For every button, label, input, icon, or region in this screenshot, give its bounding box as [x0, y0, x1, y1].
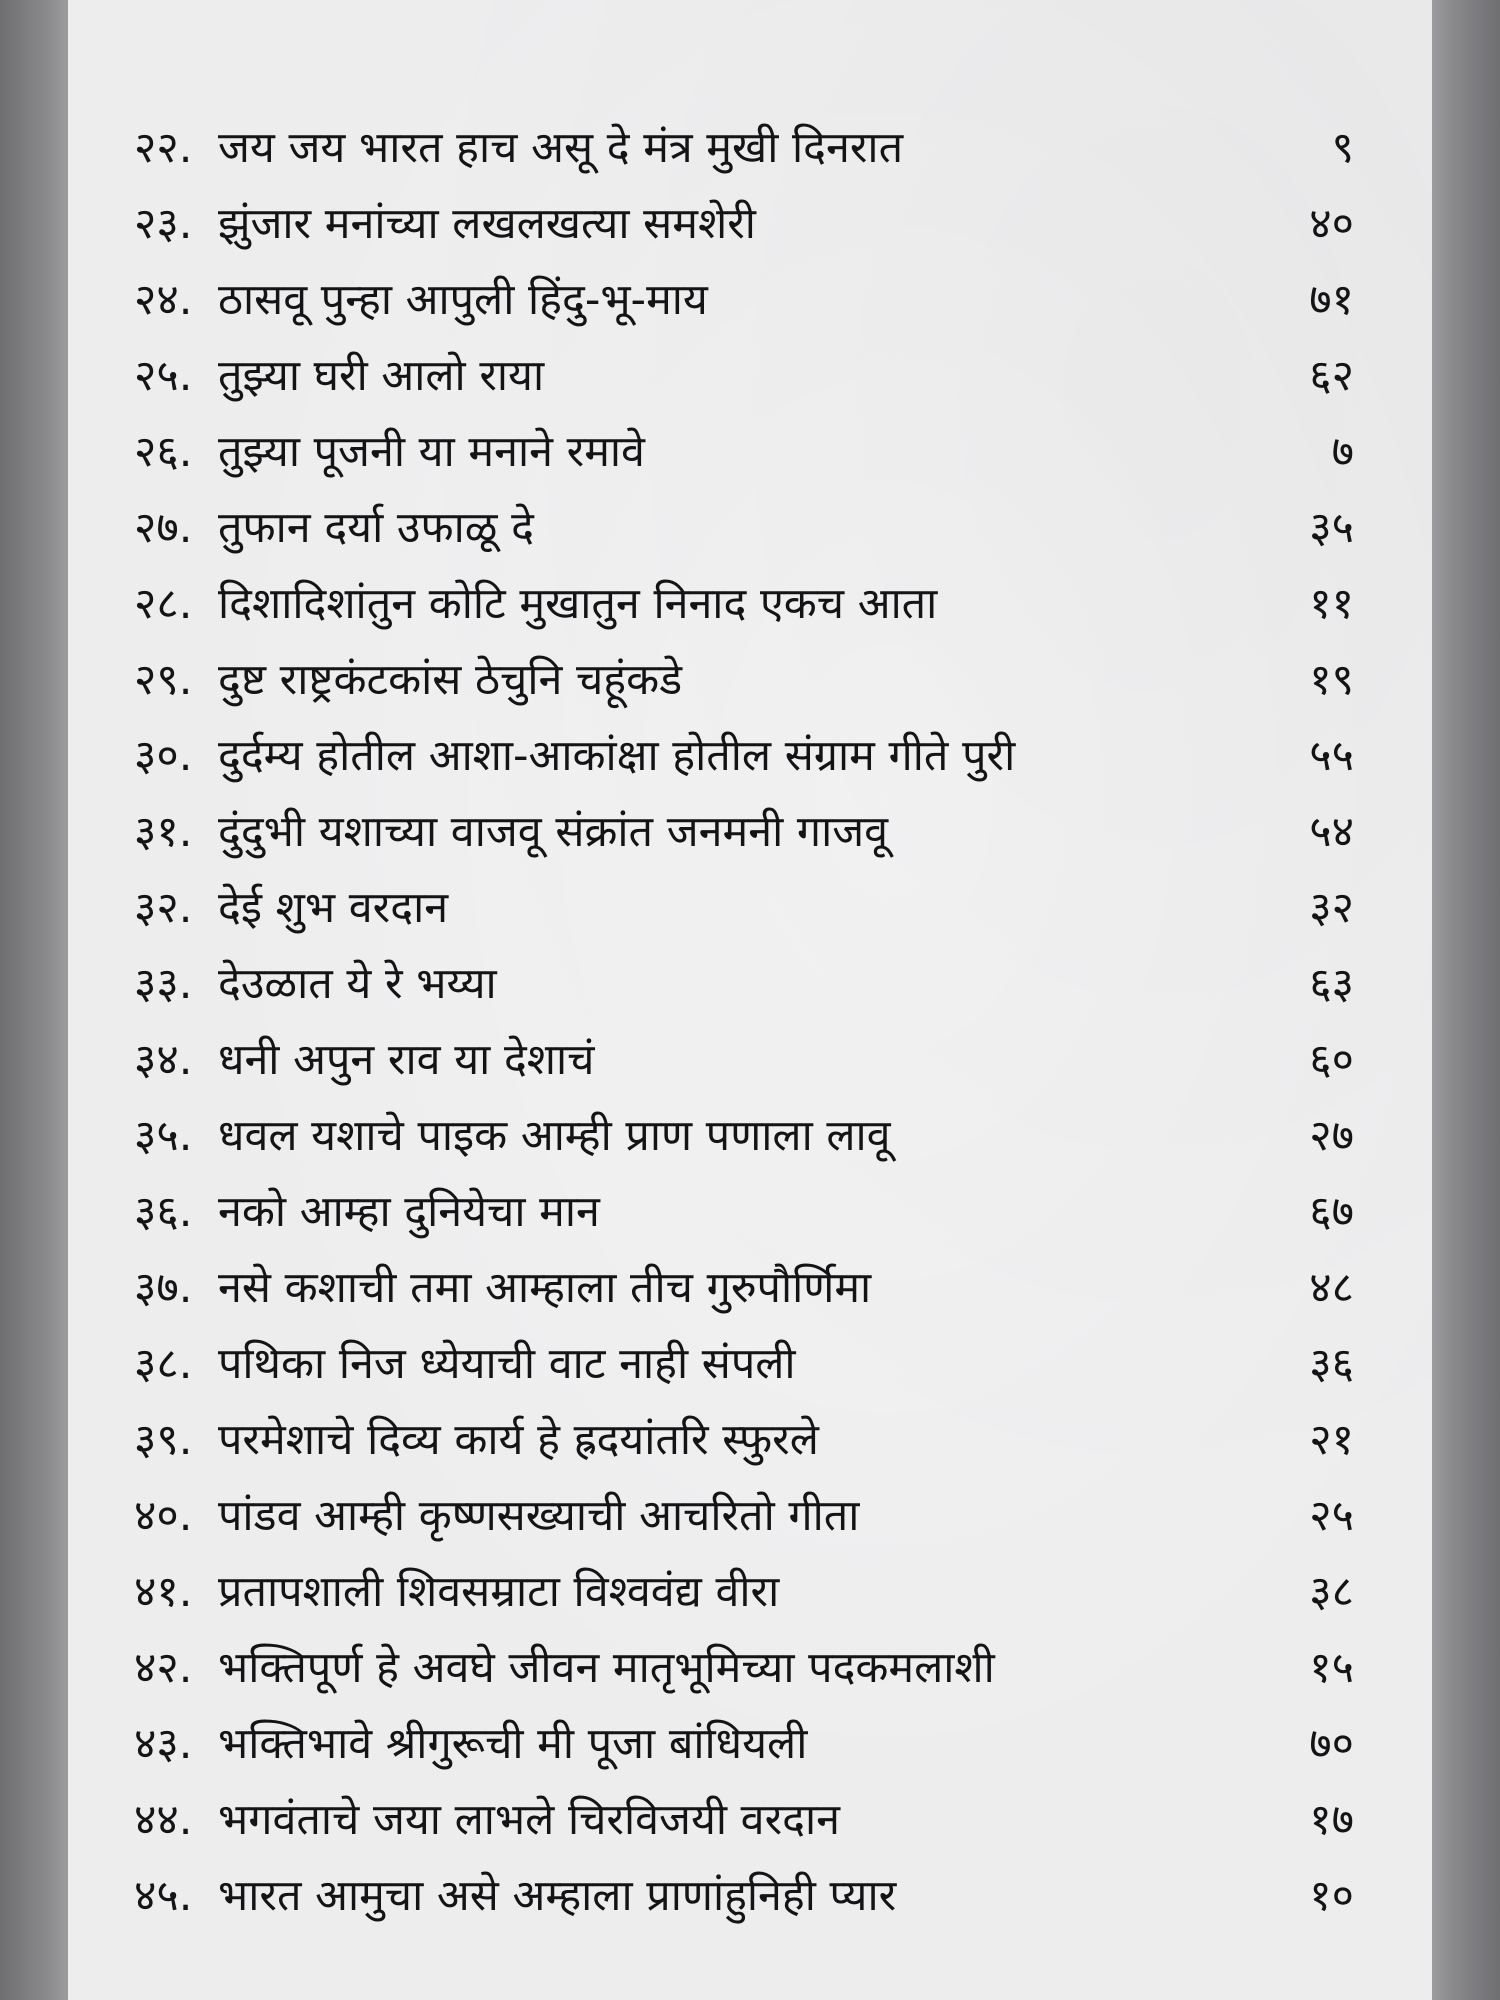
entry-page-number: ३२ — [1309, 883, 1354, 933]
entry-number: २३. — [134, 199, 193, 249]
toc-row — [68, 720, 1432, 796]
entry-page-number: १९ — [1309, 655, 1354, 705]
toc-row — [68, 1784, 1432, 1860]
entry-title: पांडव आम्ही कृष्णसख्याची आचरितो गीता — [218, 1491, 860, 1541]
entry-page-number: ३५ — [1309, 503, 1354, 553]
toc-row — [68, 1480, 1432, 1556]
entry-page-number: ९ — [1331, 123, 1354, 173]
scan-right-margin — [1432, 0, 1500, 2000]
book-page — [68, 0, 1432, 2000]
entry-number: ४४. — [134, 1795, 193, 1845]
entry-page-number: ६० — [1309, 1035, 1354, 1085]
entry-number: २९. — [134, 655, 193, 705]
entry-number: ४१. — [134, 1567, 193, 1617]
entry-number: ४०. — [134, 1491, 193, 1541]
entry-number: २५. — [134, 351, 193, 401]
entry-number: २४. — [134, 275, 193, 325]
entry-page-number: ७ — [1331, 427, 1354, 477]
toc-row — [68, 1024, 1432, 1100]
entry-title: झुंजार मनांच्या लखलखत्या समशेरी — [218, 199, 756, 249]
toc-row — [68, 340, 1432, 416]
entry-title: भक्तिभावे श्रीगुरूची मी पूजा बांधियली — [218, 1719, 808, 1769]
toc-row — [68, 1100, 1432, 1176]
toc-row — [68, 568, 1432, 644]
entry-number: ३८. — [134, 1339, 193, 1389]
toc-row — [68, 1556, 1432, 1632]
entry-title: पथिका निज ध्येयाची वाट नाही संपली — [218, 1339, 796, 1389]
entry-number: २६. — [134, 427, 193, 477]
toc-row — [68, 948, 1432, 1024]
entry-title: दुष्ट राष्ट्रकंटकांस ठेचुनि चहूंकडे — [218, 655, 683, 705]
entry-page-number: ५५ — [1309, 731, 1354, 781]
toc-row — [68, 416, 1432, 492]
entry-title: नसे कशाची तमा आम्हाला तीच गुरुपौर्णिमा — [218, 1263, 872, 1313]
entry-number: २७. — [134, 503, 193, 553]
entry-title: दिशादिशांतुन कोटि मुखातुन निनाद एकच आता — [218, 579, 938, 629]
entry-page-number: १५ — [1309, 1643, 1354, 1693]
entry-page-number: ११ — [1309, 579, 1354, 629]
toc-row — [68, 264, 1432, 340]
toc-row — [68, 1176, 1432, 1252]
entry-title: दुंदुभी यशाच्या वाजवू संक्रांत जनमनी गाजवू — [218, 807, 889, 857]
toc-row — [68, 112, 1432, 188]
toc-row — [68, 796, 1432, 872]
entry-title: तुफान दर्या उफाळू दे — [218, 503, 534, 553]
entry-number: ३४. — [134, 1035, 193, 1085]
entry-title: परमेशाचे दिव्य कार्य हे ह्रदयांतरि स्फुरले — [218, 1415, 819, 1465]
entry-title: धवल यशाचे पाइक आम्ही प्राण पणाला लावू — [218, 1111, 891, 1161]
entry-number: ३१. — [134, 807, 193, 857]
entry-page-number: ६३ — [1309, 959, 1354, 1009]
toc-row — [68, 1328, 1432, 1404]
toc-row — [68, 644, 1432, 720]
entry-number: ३५. — [134, 1111, 193, 1161]
table-of-contents — [68, 112, 1432, 1936]
entry-title: धनी अपुन राव या देशाचं — [218, 1035, 595, 1085]
entry-page-number: ४० — [1309, 199, 1354, 249]
entry-page-number: ३६ — [1309, 1339, 1354, 1389]
toc-row — [68, 872, 1432, 948]
entry-title: देई शुभ वरदान — [218, 883, 449, 933]
entry-number: ३३. — [134, 959, 193, 1009]
entry-page-number: ३८ — [1309, 1567, 1354, 1617]
toc-row — [68, 1632, 1432, 1708]
entry-title: तुझ्या घरी आलो राया — [218, 351, 545, 401]
entry-number: ४३. — [134, 1719, 193, 1769]
entry-page-number: ७१ — [1309, 275, 1354, 325]
entry-title: प्रतापशाली शिवसम्राटा विश्ववंद्य वीरा — [218, 1567, 780, 1617]
entry-page-number: १० — [1309, 1871, 1354, 1921]
entry-page-number: ६७ — [1309, 1187, 1354, 1237]
entry-page-number: १७ — [1309, 1795, 1354, 1845]
entry-title: जय जय भारत हाच असू दे मंत्र मुखी दिनरात — [218, 123, 904, 173]
entry-number: ४२. — [134, 1643, 193, 1693]
entry-title: देउळात ये रे भय्या — [218, 959, 497, 1009]
scan-left-margin — [0, 0, 68, 2000]
entry-title: नको आम्हा दुनियेचा मान — [218, 1187, 600, 1237]
entry-page-number: ४८ — [1309, 1263, 1354, 1313]
entry-title: भगवंताचे जया लाभले चिरविजयी वरदान — [218, 1795, 841, 1845]
entry-number: २८. — [134, 579, 193, 629]
entry-title: ठासवू पुन्हा आपुली हिंदु-भू-माय — [218, 275, 708, 325]
entry-number: ३७. — [134, 1263, 193, 1313]
entry-page-number: ७० — [1309, 1719, 1354, 1769]
entry-number: ३९. — [134, 1415, 193, 1465]
entry-number: ३६. — [134, 1187, 193, 1237]
toc-row — [68, 1860, 1432, 1936]
entry-page-number: ६२ — [1309, 351, 1354, 401]
entry-page-number: २१ — [1309, 1415, 1354, 1465]
entry-title: तुझ्या पूजनी या मनाने रमावे — [218, 427, 645, 477]
toc-row — [68, 492, 1432, 568]
entry-page-number: २७ — [1309, 1111, 1354, 1161]
entry-title: भारत आमुचा असे अम्हाला प्राणांहुनिही प्यार — [218, 1871, 897, 1921]
toc-row — [68, 1708, 1432, 1784]
entry-number: ३०. — [134, 731, 193, 781]
entry-title: दुर्दम्य होतील आशा-आकांक्षा होतील संग्राम गीते पुरी — [218, 731, 1016, 781]
entry-number: ४५. — [134, 1871, 193, 1921]
entry-title: भक्तिपूर्ण हे अवघे जीवन मातृभूमिच्या पदकमलाशी — [218, 1643, 995, 1693]
toc-row — [68, 188, 1432, 264]
entry-page-number: २५ — [1309, 1491, 1354, 1541]
toc-row — [68, 1404, 1432, 1480]
entry-number: ३२. — [134, 883, 193, 933]
toc-row — [68, 1252, 1432, 1328]
entry-page-number: ५४ — [1309, 807, 1354, 857]
entry-number: २२. — [134, 123, 193, 173]
